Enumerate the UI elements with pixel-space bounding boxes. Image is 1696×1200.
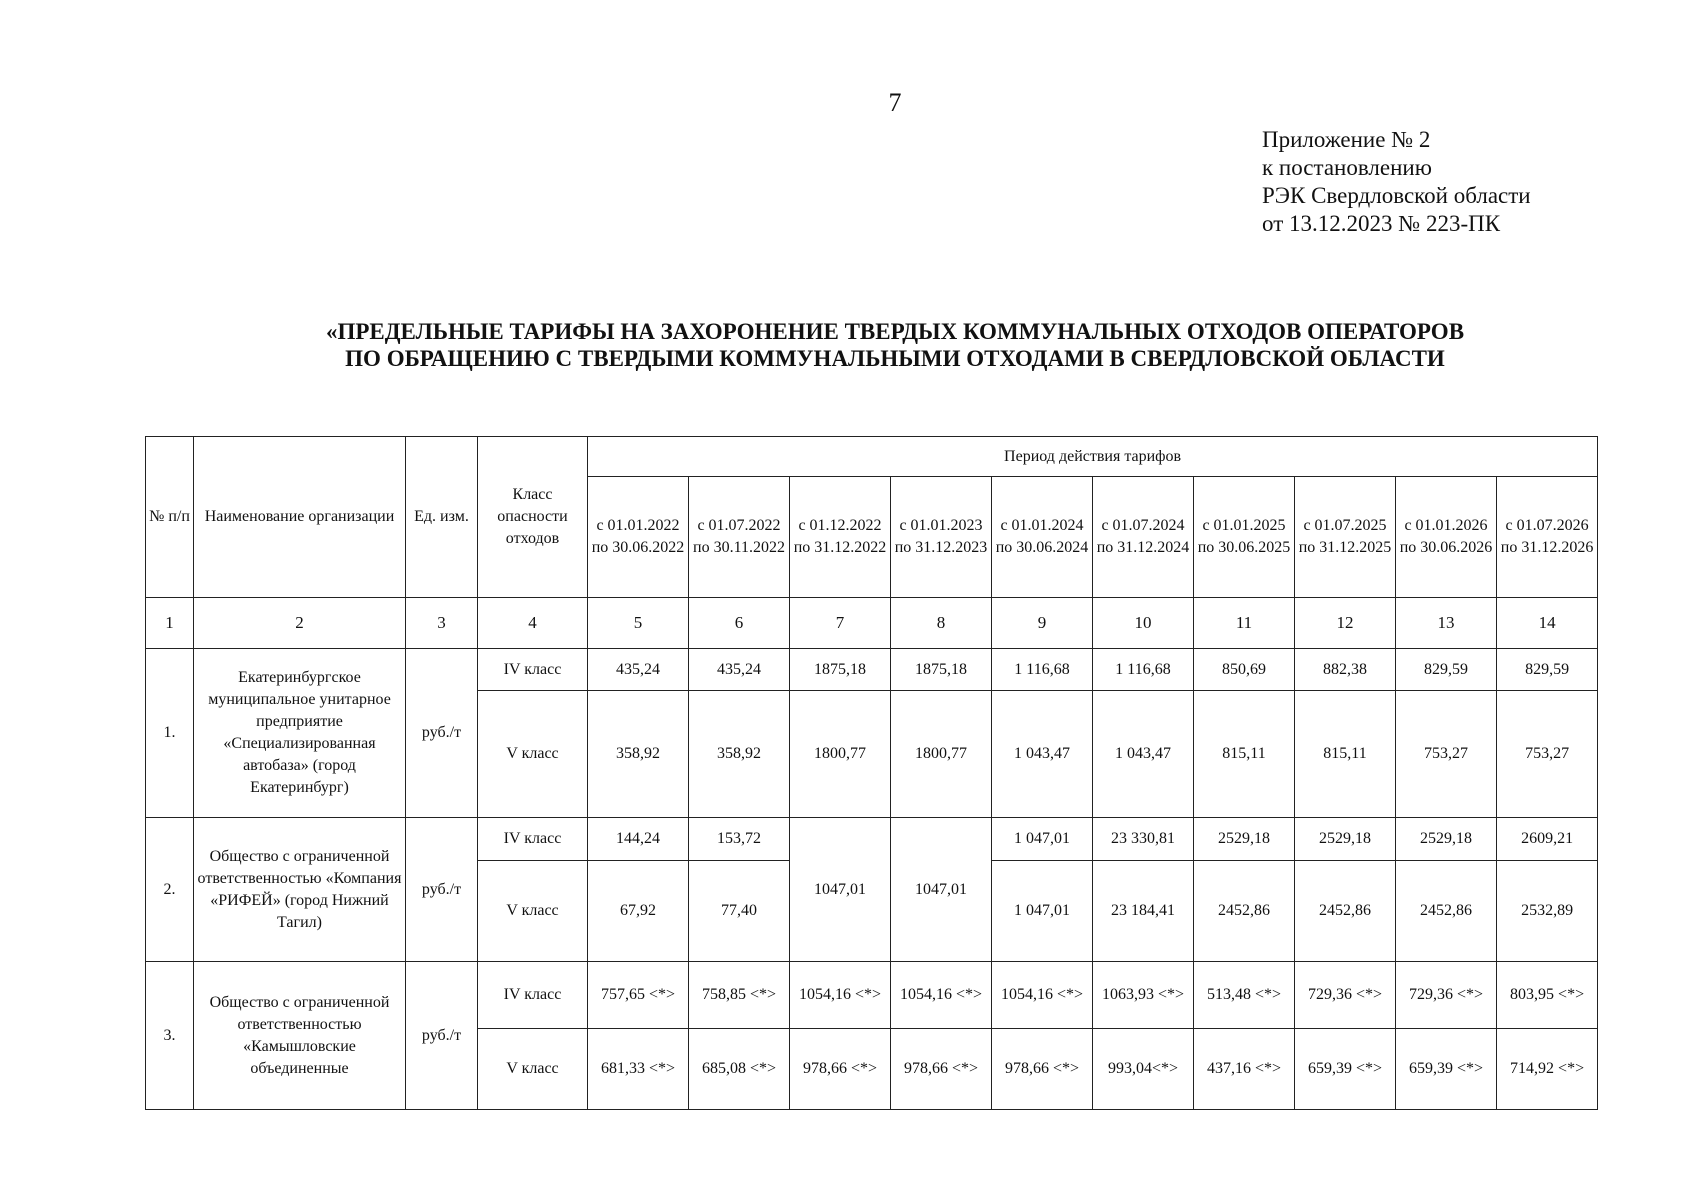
period-header: с 01.07.2026 по 31.12.2026 bbox=[1497, 477, 1598, 598]
hazard-class: V класс bbox=[478, 691, 588, 818]
appendix-reference bbox=[1262, 126, 1531, 238]
period-header: с 01.01.2026 по 30.06.2026 bbox=[1396, 477, 1497, 598]
tariff-cell: 153,72 bbox=[689, 818, 790, 861]
column-number: 14 bbox=[1497, 598, 1598, 649]
table-row bbox=[146, 818, 1598, 861]
tariff-cell: 803,95 <*> bbox=[1497, 962, 1598, 1029]
period-header: с 01.07.2025 по 31.12.2025 bbox=[1295, 477, 1396, 598]
row-num: 2. bbox=[146, 818, 194, 962]
tariffs-table bbox=[145, 436, 1598, 1110]
tariff-cell: 2452,86 bbox=[1194, 861, 1295, 962]
period-header: с 01.07.2024 по 31.12.2024 bbox=[1093, 477, 1194, 598]
tariff-cell: 1054,16 <*> bbox=[992, 962, 1093, 1029]
tariff-cell: 1 116,68 bbox=[992, 649, 1093, 691]
tariff-cell: 1 043,47 bbox=[1093, 691, 1194, 818]
tariff-cell: 358,92 bbox=[689, 691, 790, 818]
appendix-line-2: к постановлению bbox=[1262, 155, 1432, 180]
tariff-cell: 435,24 bbox=[588, 649, 689, 691]
hazard-class: V класс bbox=[478, 861, 588, 962]
appendix-line-4: от 13.12.2023 № 223-ПК bbox=[1262, 211, 1501, 236]
column-number: 11 bbox=[1194, 598, 1295, 649]
header-period: Период действия тарифов bbox=[588, 437, 1598, 477]
column-number: 9 bbox=[992, 598, 1093, 649]
tariff-cell: 978,66 <*> bbox=[891, 1029, 992, 1110]
document-title bbox=[250, 318, 1540, 372]
unit: руб./т bbox=[406, 818, 478, 962]
tariff-cell: 2532,89 bbox=[1497, 861, 1598, 962]
hazard-class: V класс bbox=[478, 1029, 588, 1110]
column-number: 2 bbox=[194, 598, 406, 649]
tariff-cell: 829,59 bbox=[1396, 649, 1497, 691]
tariff-cell: 23 184,41 bbox=[1093, 861, 1194, 962]
tariff-cell: 2452,86 bbox=[1295, 861, 1396, 962]
column-number: 12 bbox=[1295, 598, 1396, 649]
appendix-line-1: Приложение № 2 bbox=[1262, 127, 1431, 152]
tariff-cell: 850,69 bbox=[1194, 649, 1295, 691]
tariff-cell: 815,11 bbox=[1194, 691, 1295, 818]
period-header: с 01.01.2023 по 31.12.2023 bbox=[891, 477, 992, 598]
tariff-cell: 1 047,01 bbox=[992, 818, 1093, 861]
column-number: 1 bbox=[146, 598, 194, 649]
org-name: Екатеринбургское муниципальное унитарное предприятие «Специализированная автобаза» (город Екатеринбург) bbox=[194, 649, 406, 818]
column-number-row bbox=[146, 598, 1598, 649]
tariff-cell: 753,27 bbox=[1396, 691, 1497, 818]
tariff-cell: 513,48 <*> bbox=[1194, 962, 1295, 1029]
tariff-cell: 1 047,01 bbox=[992, 861, 1093, 962]
tariff-cell: 2529,18 bbox=[1295, 818, 1396, 861]
row-num: 1. bbox=[146, 649, 194, 818]
page-number: 7 bbox=[888, 88, 902, 117]
header-class: Класс опасности отходов bbox=[478, 437, 588, 598]
tariff-cell: 437,16 <*> bbox=[1194, 1029, 1295, 1110]
tariff-cell: 978,66 <*> bbox=[790, 1029, 891, 1110]
hazard-class: IV класс bbox=[478, 649, 588, 691]
tariff-cell: 1875,18 bbox=[790, 649, 891, 691]
tariff-cell: 978,66 <*> bbox=[992, 1029, 1093, 1110]
org-name: Общество с ограниченной ответственностью «Компания «РИФЕЙ» (город Нижний Тагил) bbox=[194, 818, 406, 962]
tariff-cell: 435,24 bbox=[689, 649, 790, 691]
tariff-cell: 758,85 <*> bbox=[689, 962, 790, 1029]
tariff-cell: 1800,77 bbox=[891, 691, 992, 818]
tariff-cell: 729,36 <*> bbox=[1396, 962, 1497, 1029]
title-line-1: «ПРЕДЕЛЬНЫЕ ТАРИФЫ НА ЗАХОРОНЕНИЕ ТВЕРДЫХ КОММУНАЛЬНЫХ ОТХОДОВ ОПЕРАТОРОВ bbox=[325, 319, 1465, 344]
period-header: с 01.01.2025 по 30.06.2025 bbox=[1194, 477, 1295, 598]
column-number: 10 bbox=[1093, 598, 1194, 649]
tariff-cell: 729,36 <*> bbox=[1295, 962, 1396, 1029]
column-number: 3 bbox=[406, 598, 478, 649]
appendix-line-3: РЭК Свердловской области bbox=[1262, 183, 1531, 208]
period-header: с 01.07.2022 по 30.11.2022 bbox=[689, 477, 790, 598]
tariff-cell: 993,04<*> bbox=[1093, 1029, 1194, 1110]
column-number: 6 bbox=[689, 598, 790, 649]
tariff-cell: 1875,18 bbox=[891, 649, 992, 691]
tariff-cell: 753,27 bbox=[1497, 691, 1598, 818]
table-row bbox=[146, 962, 1598, 1029]
header-unit: Ед. изм. bbox=[406, 437, 478, 598]
tariff-cell: 2609,21 bbox=[1497, 818, 1598, 861]
org-name: Общество с ограниченной ответственностью «Камышловские объединенные bbox=[194, 962, 406, 1110]
unit: руб./т bbox=[406, 649, 478, 818]
header-org: Наименование организации bbox=[194, 437, 406, 598]
tariff-cell: 23 330,81 bbox=[1093, 818, 1194, 861]
tariff-cell: 77,40 bbox=[689, 861, 790, 962]
row-num: 3. bbox=[146, 962, 194, 1110]
tariff-cell: 1800,77 bbox=[790, 691, 891, 818]
tariff-cell: 1 043,47 bbox=[992, 691, 1093, 818]
column-number: 4 bbox=[478, 598, 588, 649]
column-number: 7 bbox=[790, 598, 891, 649]
hazard-class: IV класс bbox=[478, 962, 588, 1029]
tariff-cell: 1054,16 <*> bbox=[790, 962, 891, 1029]
tariff-cell: 1 116,68 bbox=[1093, 649, 1194, 691]
tariff-cell: 757,65 <*> bbox=[588, 962, 689, 1029]
tariff-cell: 882,38 bbox=[1295, 649, 1396, 691]
tariff-cell: 67,92 bbox=[588, 861, 689, 962]
tariff-cell: 1054,16 <*> bbox=[891, 962, 992, 1029]
hazard-class: IV класс bbox=[478, 818, 588, 861]
tariff-cell: 829,59 bbox=[1497, 649, 1598, 691]
tariff-cell: 1063,93 <*> bbox=[1093, 962, 1194, 1029]
table-row bbox=[146, 649, 1598, 691]
tariff-cell: 144,24 bbox=[588, 818, 689, 861]
tariff-cell: 2452,86 bbox=[1396, 861, 1497, 962]
period-header: с 01.01.2022 по 30.06.2022 bbox=[588, 477, 689, 598]
tariff-cell-merged: 1047,01 bbox=[891, 818, 992, 962]
period-header: с 01.12.2022 по 31.12.2022 bbox=[790, 477, 891, 598]
tariff-cell: 2529,18 bbox=[1396, 818, 1497, 861]
column-number: 5 bbox=[588, 598, 689, 649]
tariff-cell: 659,39 <*> bbox=[1295, 1029, 1396, 1110]
tariff-cell: 815,11 bbox=[1295, 691, 1396, 818]
tariff-cell: 685,08 <*> bbox=[689, 1029, 790, 1110]
unit: руб./т bbox=[406, 962, 478, 1110]
column-number: 13 bbox=[1396, 598, 1497, 649]
tariff-cell: 358,92 bbox=[588, 691, 689, 818]
tariff-cell: 681,33 <*> bbox=[588, 1029, 689, 1110]
title-line-2: ПО ОБРАЩЕНИЮ С ТВЕРДЫМИ КОММУНАЛЬНЫМИ ОТХОДАМИ В СВЕРДЛОВСКОЙ ОБЛАСТИ bbox=[345, 346, 1445, 371]
column-number: 8 bbox=[891, 598, 992, 649]
period-header: с 01.01.2024 по 30.06.2024 bbox=[992, 477, 1093, 598]
header-num: № п/п bbox=[146, 437, 194, 598]
tariff-cell-merged: 1047,01 bbox=[790, 818, 891, 962]
tariff-cell: 2529,18 bbox=[1194, 818, 1295, 861]
tariff-cell: 714,92 <*> bbox=[1497, 1029, 1598, 1110]
header-row-period bbox=[146, 437, 1598, 477]
tariff-cell: 659,39 <*> bbox=[1396, 1029, 1497, 1110]
